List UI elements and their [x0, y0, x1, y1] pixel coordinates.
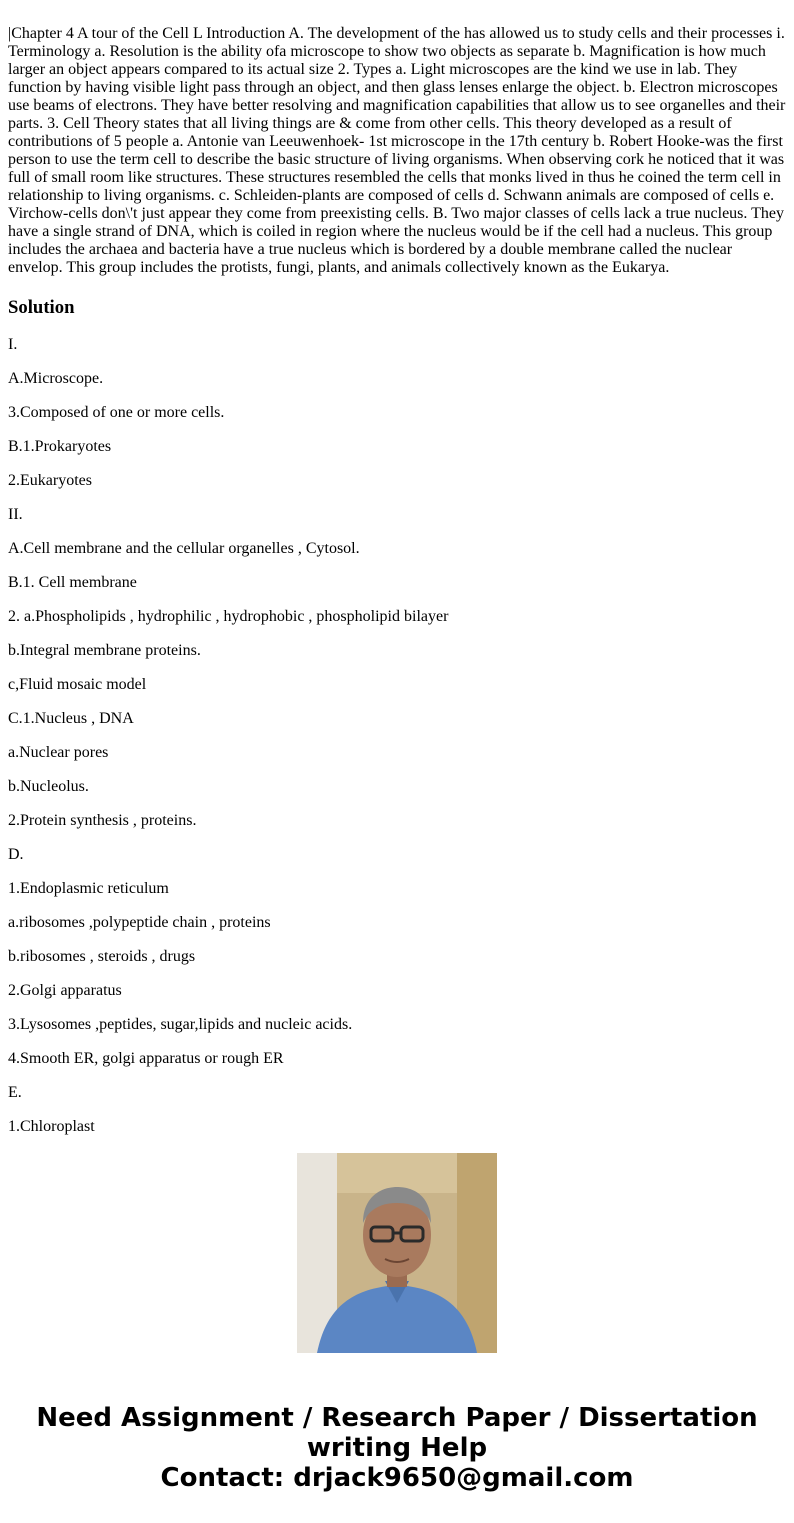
- answer-line: 2. a.Phospholipids , hydrophilic , hydrophobic , phospholipid bilayer: [8, 608, 449, 625]
- profile-photo: [297, 1153, 497, 1353]
- answer-line: 2.Protein synthesis , proteins.: [8, 812, 197, 829]
- answer-line: 1.Chloroplast: [8, 1118, 95, 1135]
- answer-line: 3.Composed of one or more cells.: [8, 404, 225, 421]
- answer-line: 2.Eukaryotes: [8, 472, 92, 489]
- answer-line: E.: [8, 1084, 22, 1101]
- answer-line: I.: [8, 336, 18, 353]
- answer-line: II.: [8, 506, 23, 523]
- answer-line: 2.Golgi apparatus: [8, 982, 122, 999]
- answer-line: 3.Lysosomes ,peptides, sugar,lipids and nucleic acids.: [8, 1016, 353, 1033]
- answer-line: 4.Smooth ER, golgi apparatus or rough ER: [8, 1050, 284, 1067]
- solution-answers: [8, 336, 788, 1135]
- answer-line: b.Integral membrane proteins.: [8, 642, 201, 659]
- answer-line: B.1. Cell membrane: [8, 574, 137, 591]
- answer-line: D.: [8, 846, 24, 863]
- answer-line: b.ribosomes , steroids , drugs: [8, 948, 196, 965]
- answer-line: a.ribosomes ,polypeptide chain , proteins: [8, 914, 271, 931]
- answer-line: 1.Endoplasmic reticulum: [8, 880, 169, 897]
- answer-line: c,Fluid mosaic model: [8, 676, 147, 693]
- answer-line: B.1.Prokaryotes: [8, 438, 112, 455]
- footer-promo: [0, 1403, 794, 1493]
- question-text: |Chapter 4 A tour of the Cell L Introduction A. The development of the has allowed us to study cells and their processes i. Terminology a. Resolution is the ability ofa microscope to show two objects as separate b. Magnification is how much larger an object appears compared to its actual size 2. Types a. Light microscopes are the kind we use in lab. They function by having visible light pass through an object, and then glass lenses enlarge the object. b. Electron microscopes use beams of electrons. They have better resolving and magnification capabilities that allow us to see organelles and their parts. 3. Cell Theory states that all living things are & come from other cells. This theory developed as a result of contributions of 5 people a. Antonie van Leeuwenhoek- 1st microscope in the 17th century b. Robert Hooke-was the first person to use the term cell to describe the basic structure of living organisms. When observing cork he noticed that it was full of small room like structures. These structures resembled the cells that monks lived in thus he coined the term cell in relationship to living organisms. c. Schleiden-plants are composed of cells d. Schwann animals are composed of cells e. Virchow-cells don\'t just appear they come from preexisting cells. B. Two major classes of cells lack a true nucleus. They have a single strand of DNA, which is coiled in region where the nucleus would be if the cell had a nucleus. This group includes the archaea and bacteria have a true nucleus which is bordered by a double membrane called the nuclear envelop. This group includes the protists, fungi, plants, and animals collectively known as the Eukarya.: [8, 25, 786, 276]
- answer-line: A.Microscope.: [8, 370, 104, 387]
- answer-line: A.Cell membrane and the cellular organelles , Cytosol.: [8, 540, 360, 557]
- solution-heading: Solution: [8, 297, 75, 318]
- footer-line-1: Need Assignment / Research Paper / Dissertation: [36, 1403, 758, 1433]
- answer-line: a.Nuclear pores: [8, 744, 109, 761]
- answer-line: C.1.Nucleus , DNA: [8, 710, 134, 727]
- footer-contact: Contact: drjack9650@gmail.com: [160, 1463, 634, 1493]
- person-photo-icon: [297, 1153, 497, 1353]
- footer-line-2: writing Help: [306, 1433, 488, 1463]
- answer-line: b.Nucleolus.: [8, 778, 89, 795]
